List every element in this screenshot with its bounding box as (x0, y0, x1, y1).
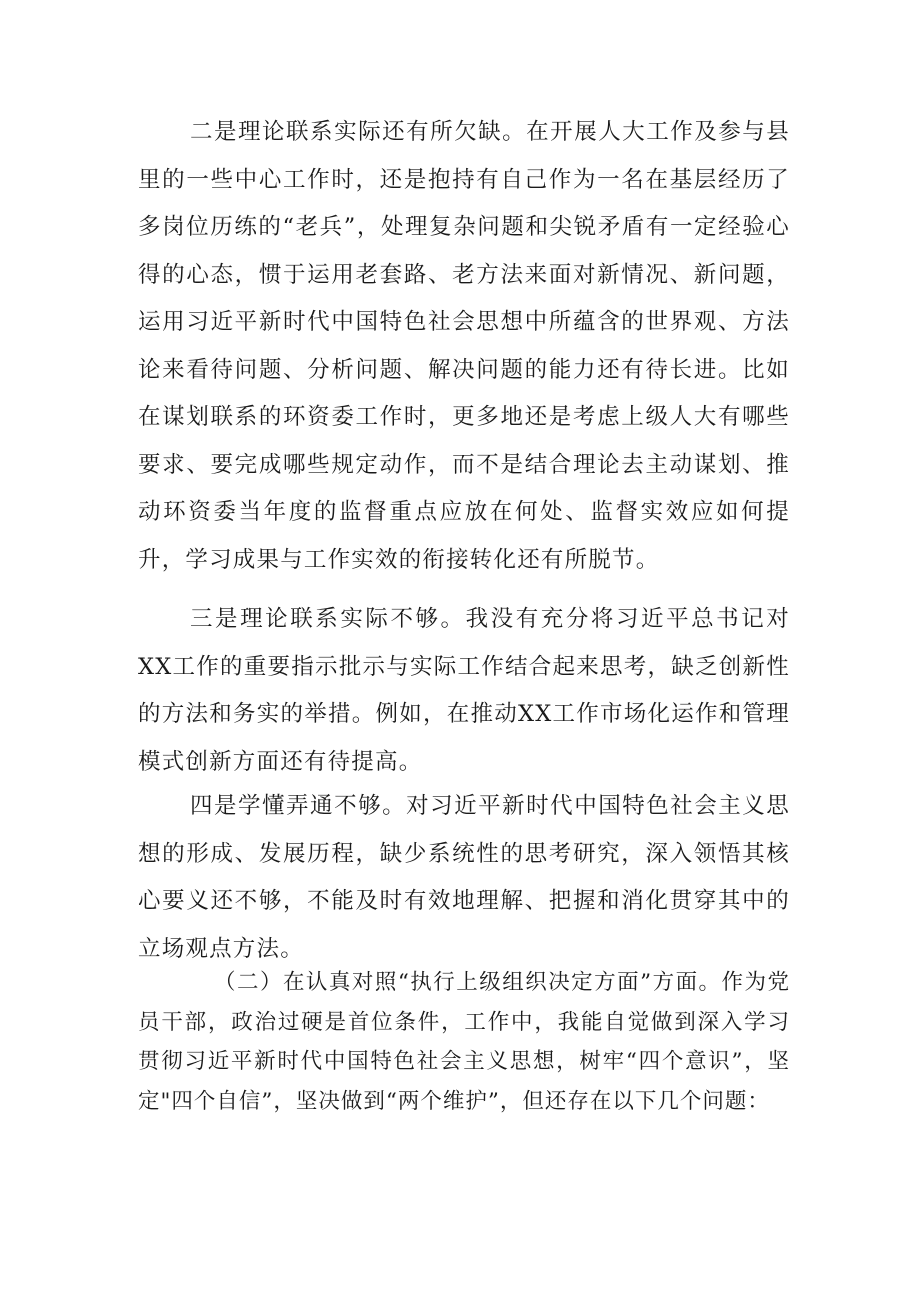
paragraph-theory-practice-insufficient: 三是理论联系实际不够。我没有充分将习近平总书记对XX工作的重要指示批示与实际工作结合起来思考，缺乏创新性的方法和务实的举措。例如，在推动XX工作市场化运作和管理模式创新方面还有待提高。 (138, 606, 790, 775)
paragraph-theory-practice-lacking: 二是理论联系实际还有所欠缺。在开展人大工作及参与县里的一些中心工作时，还是抱持有自己作为一名在基层经历了多岗位历练的“老兵”，处理复杂问题和尖锐矛盾有一定经验心得的心态，惯于运用老套路、老方法来面对新情况、新问题，运用习近平新时代中国特色社会思想中所蕴含的世界观、方法论来看待问题、分析问题、解决问题的能力还有待长进。比如在谋划联系的环资委工作时，更多地还是考虑上级人大有哪些要求、要完成哪些规定动作，而不是结合理论去主动谋划、推动环资委当年度的监督重点应放在何处、监督实效应如何提升，学习成果与工作实效的衔接转化还有所脱节。 (138, 119, 790, 573)
paragraph-understanding-insufficient: 四是学懂弄通不够。对习近平新时代中国特色社会主义思想的形成、发展历程，缺少系统性的思考研究，深入领悟其核心要义还不够，不能及时有效地理解、把握和消化贯穿其中的立场观点方法。 (138, 793, 790, 962)
section-heading-paragraph-two: （二）在认真对照“执行上级组织决定方面”方面。作为党员干部，政治过硬是首位条件，工作中，我能自觉做到深入学习贯彻习近平新时代中国特色社会主义思想，树牢“四个意识”，坚定"四个自信”，坚决做到“两个维护”，但还存在以下几个问题： (138, 970, 790, 1114)
